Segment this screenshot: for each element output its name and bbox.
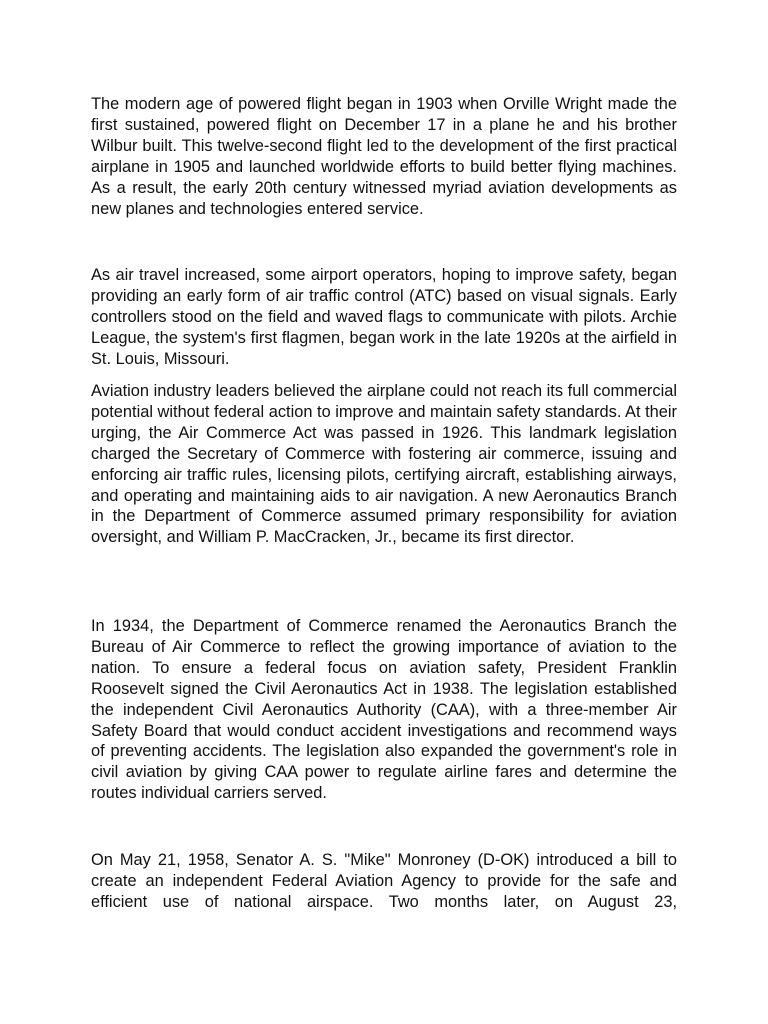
- paragraph-wright-brothers: The modern age of powered flight began in 1903 when Orville Wright made the first sustained, powered flight on December 17 in a plane he and his brother Wilbur built. This twelve-second flight led to the development of the first practical airplane in 1905 and launched worldwide efforts to build better flying machines. As a result, the early 20th century witnessed myriad aviation developments as new planes and technologies entered service.: [91, 95, 677, 218]
- paragraph-early-atc: As air travel increased, some airport operators, hoping to improve safety, began providing an early form of air traffic control (ATC) based on visual signals. Early controllers stood on the field and waved flags to communicate with pilots. Archie League, the system's first flagmen, began work in the late 1920s at the airfield in St. Louis, Missouri.: [91, 266, 677, 368]
- paragraph-air-commerce-act: Aviation industry leaders believed the airplane could not reach its full commercial potential without federal action to improve and maintain safety standards. At their urging, the Air Commerce Act was passed in 1926. This landmark legislation charged the Secretary of Commerce with fostering air commerce, issuing and enforcing air traffic rules, licensing pilots, certifying aircraft, establishing airways, and operating and maintaining aids to air navigation. A new Aeronautics Branch in the Department of Commerce assumed primary responsibility for aviation oversight, and William P. MacCracken, Jr., became its first director.: [91, 382, 677, 547]
- paragraph-civil-aeronautics-act: In 1934, the Department of Commerce renamed the Aeronautics Branch the Bureau of Air Commerce to reflect the growing importance of aviation to the nation. To ensure a federal focus on aviation safety, President Franklin Roosevelt signed the Civil Aeronautics Act in 1938. The legislation established the independent Civil Aeronautics Authority (CAA), with a three-member Air Safety Board that would conduct accident investigations and recommend ways of preventing accidents. The legislation also expanded the government's role in civil aviation by giving CAA power to regulate airline fares and determine the routes individual carriers served.: [91, 617, 677, 803]
- paragraph-federal-aviation-agency: On May 21, 1958, Senator A. S. "Mike" Monroney (D-OK) introduced a bill to create an independent Federal Aviation Agency to provide for the safe and efficient use of national airspace. Two months later, on August 23,: [91, 851, 677, 911]
